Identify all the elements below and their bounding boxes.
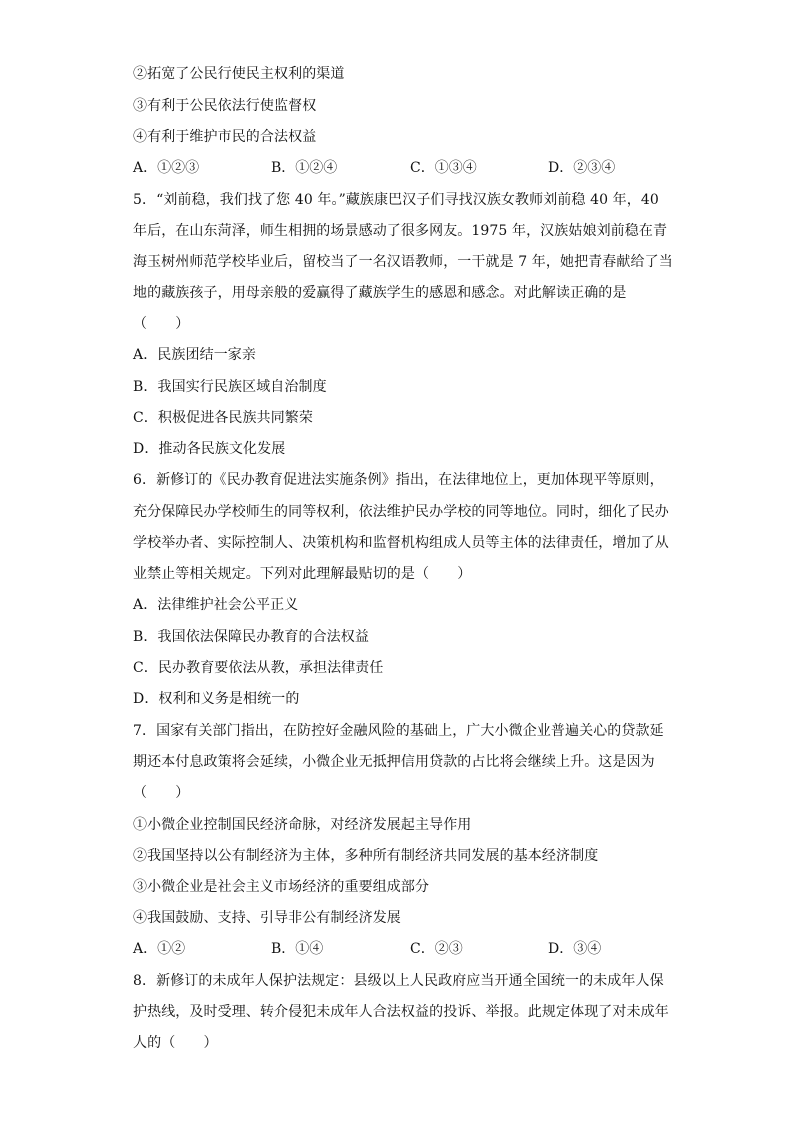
q5-option-d[interactable]: D．推动各民族文化发展 — [133, 441, 286, 457]
q7-statement-2: ②我国坚持以公有制经济为主体，多种所有制经济共同发展的基本经济制度 — [133, 848, 599, 864]
q5-stem-line-3: 海玉树州师范学校毕业后，留校当了一名汉语教师，一干就是 7 年，她把青春献给了当 — [133, 254, 673, 270]
q6-stem-line-2: 充分保障民办学校师生的同等权利，依法维护民办学校的同等地位。同时，细化了民办 — [133, 504, 669, 520]
q5-answer-blank: （ ） — [133, 316, 190, 332]
q7-option-b[interactable]: B．①④ — [271, 941, 324, 957]
q5-stem-line-1: 5．“刘前稳，我们找了您 40 年。”藏族康巴汉子们寻找汉族女教师刘前稳 40 年，40 — [133, 192, 659, 208]
q7-option-c[interactable]: C．②③ — [410, 941, 463, 957]
q6-option-c[interactable]: C．民办教育要依法从教，承担法律责任 — [133, 660, 384, 676]
q5-option-b[interactable]: B．我国实行民族区域自治制度 — [133, 379, 327, 395]
q7-statement-1: ①小微企业控制国民经济命脉，对经济发展起主导作用 — [133, 817, 472, 833]
q7-answer-blank: （ ） — [133, 785, 190, 801]
q6-stem-line-3: 学校举办者、实际控制人、决策机构和监督机构组成人员等主体的法律责任，增加了从 — [133, 535, 669, 551]
q5-stem-line-2: 年后，在山东菏泽，师生相拥的场景感动了很多网友。1975 年，汉族姑娘刘前稳在青 — [133, 223, 668, 239]
q8-stem-line-1: 8．新修订的未成年人保护法规定：县级以上人民政府应当开通全国统一的未成年人保 — [133, 973, 664, 989]
q7-option-d[interactable]: D．③④ — [548, 941, 602, 957]
q4-option-d[interactable]: D．②③④ — [548, 160, 616, 176]
q7-option-a[interactable]: A．①② — [133, 941, 186, 957]
q7-statement-3: ③小微企业是社会主义市场经济的重要组成部分 — [133, 879, 430, 895]
q4-statement-3: ③有利于公民依法行使监督权 — [133, 98, 317, 114]
q8-stem-line-2: 护热线，及时受理、转介侵犯未成年人合法权益的投诉、举报。此规定体现了对未成年 — [133, 1004, 669, 1020]
q6-stem-line-1: 6．新修订的《民办教育促进法实施条例》指出，在法律地位上，更加体现平等原则， — [133, 472, 664, 488]
q5-option-c[interactable]: C．积极促进各民族共同繁荣 — [133, 410, 314, 426]
q7-statement-4: ④我国鼓励、支持、引导非公有制经济发展 — [133, 910, 401, 926]
q4-option-b[interactable]: B．①②④ — [271, 160, 338, 176]
q6-option-a[interactable]: A．法律维护社会公平正义 — [133, 597, 299, 613]
q5-option-a[interactable]: A．民族团结一家亲 — [133, 347, 257, 363]
q6-option-d[interactable]: D．权利和义务是相统一的 — [133, 691, 300, 707]
q4-option-a[interactable]: A．①②③ — [133, 160, 200, 176]
q4-statement-4: ④有利于维护市民的合法权益 — [133, 129, 317, 145]
q6-option-b[interactable]: B．我国依法保障民办教育的合法权益 — [133, 629, 369, 645]
q7-stem-line-2: 期还本付息政策将会延续，小微企业无抵押信用贷款的占比将会继续上升。这是因为 — [133, 754, 655, 770]
q6-stem-line-4: 业禁止等相关规定。下列对此理解最贴切的是（ ） — [133, 566, 472, 582]
q8-stem-line-3: 人的（ ） — [133, 1035, 218, 1051]
q4-statement-2: ②拓宽了公民行使民主权利的渠道 — [133, 66, 345, 82]
q4-option-c[interactable]: C．①③④ — [410, 160, 477, 176]
q7-stem-line-1: 7．国家有关部门指出，在防控好金融风险的基础上，广大小微企业普遍关心的贷款延 — [133, 723, 664, 739]
q7-options — [133, 939, 653, 959]
q5-stem-line-4: 地的藏族孩子，用母亲般的爱赢得了藏族学生的感恩和感念。对此解读正确的是 — [133, 285, 627, 301]
q4-options — [133, 158, 653, 178]
